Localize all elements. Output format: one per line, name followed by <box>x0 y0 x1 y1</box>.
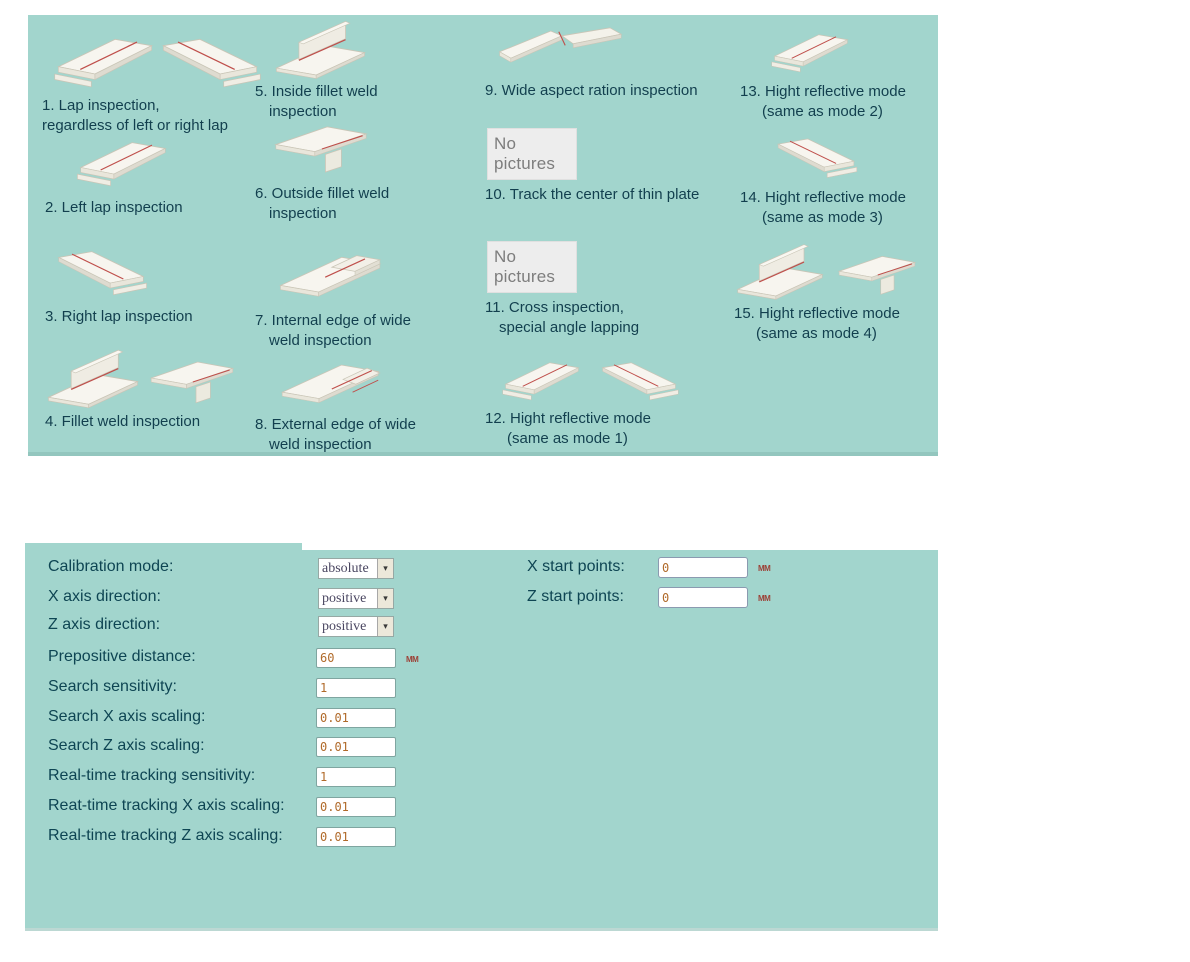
weld-icon-corner-joint <box>144 354 240 410</box>
realtime-sensitivity-input[interactable] <box>316 767 396 787</box>
mode-label-line2: (same as mode 2) <box>762 102 883 120</box>
chevron-down-icon: ▾ <box>377 589 393 608</box>
realtime-x-scaling-label: Reat-time tracking X axis scaling: <box>48 797 285 814</box>
search-z-scaling-label: Search Z axis scaling: <box>48 737 205 754</box>
realtime-sensitivity-label: Real-time tracking sensitivity: <box>48 767 256 784</box>
x-axis-direction-label: X axis direction: <box>48 588 161 605</box>
x-start-points-unit: MM <box>758 564 771 573</box>
mode-label: 2. Left lap inspection <box>45 199 183 216</box>
weld-icon-lap-left <box>495 357 589 407</box>
search-x-scaling-label: Search X axis scaling: <box>48 708 206 725</box>
mode-item-11 <box>485 298 735 338</box>
mode-item-14 <box>740 133 938 228</box>
no-pictures-placeholder: No pictures <box>487 128 577 180</box>
mode-label: 9. Wide aspect ration inspection <box>485 82 698 99</box>
weld-icon-lap-right <box>766 133 866 185</box>
mode-item-5 <box>255 18 460 122</box>
x-start-points-label: X start points: <box>527 558 625 575</box>
mode-label-line2: (same as mode 4) <box>756 324 877 342</box>
mode-label: 7. Internal edge of wide <box>255 312 411 329</box>
weld-icon-wide-aspect <box>487 23 637 79</box>
search-x-scaling-input[interactable] <box>316 708 396 728</box>
mode-label: 14. Hight reflective mode <box>740 189 906 206</box>
weld-icon-lap-right <box>592 357 686 407</box>
z-start-points-unit: MM <box>758 594 771 603</box>
z-axis-direction-label: Z axis direction: <box>48 616 161 633</box>
mode-item-2 <box>45 136 255 218</box>
search-sensitivity-input[interactable] <box>316 678 396 698</box>
weld-icon-wide-internal <box>269 249 393 307</box>
calibration-settings-panel <box>25 550 938 931</box>
x-start-points-input[interactable] <box>658 557 748 578</box>
prepositive-distance-unit: MM <box>406 655 419 664</box>
realtime-z-scaling-label: Real-time tracking Z axis scaling: <box>48 827 283 844</box>
weld-icon-lap-right <box>51 245 151 303</box>
mode-item-6 <box>255 118 460 224</box>
mode-label: 11. Cross inspection, <box>485 299 624 316</box>
search-sensitivity-label: Search sensitivity: <box>48 678 177 695</box>
mode-item-13 <box>740 29 938 122</box>
mode-item-12 <box>485 355 735 449</box>
mode-label-line2: weld inspection <box>269 435 372 453</box>
mode-item-3 <box>45 245 255 327</box>
x-axis-direction-select[interactable]: positive ▾ <box>318 588 394 609</box>
search-z-scaling-input[interactable] <box>316 737 396 757</box>
mode-label: 1. Lap inspection, <box>42 97 160 114</box>
mode-label: 12. Hight reflective mode <box>485 410 651 427</box>
mode-label-line2: regardless of left or right lap <box>42 116 228 134</box>
realtime-x-scaling-input[interactable] <box>316 797 396 817</box>
weld-icon-tee-joint <box>45 348 141 410</box>
weld-icon-lap-right <box>159 32 261 96</box>
z-axis-direction-select[interactable]: positive ▾ <box>318 616 394 637</box>
mode-item-7 <box>255 249 465 351</box>
mode-label-line2: special angle lapping <box>499 318 640 336</box>
prepositive-distance-label: Prepositive distance: <box>48 648 196 665</box>
mode-item-4 <box>45 348 260 432</box>
chevron-down-icon: ▾ <box>377 559 393 578</box>
mode-reference-panel <box>28 15 938 456</box>
weld-icon-lap-left <box>73 136 173 194</box>
mode-label: 4. Fillet weld inspection <box>45 413 201 430</box>
weld-icon-tee-joint <box>273 18 368 82</box>
calibration-mode-label: Calibration mode: <box>48 558 174 575</box>
no-pictures-placeholder: No pictures <box>487 241 577 293</box>
mode-label-line2: (same as mode 1) <box>507 429 628 447</box>
prepositive-distance-input[interactable] <box>316 648 396 668</box>
weld-icon-corner-joint <box>829 249 925 301</box>
mode-label: 5. Inside fillet weld <box>255 83 378 100</box>
weld-icon-lap-left <box>762 29 860 79</box>
mode-label-line2: weld inspection <box>269 331 372 349</box>
calibration-mode-select[interactable]: absolute ▾ <box>318 558 394 579</box>
mode-label: 3. Right lap inspection <box>45 308 193 325</box>
mode-item-8 <box>255 357 465 455</box>
weld-icon-wide-external <box>269 357 393 413</box>
mode-item-10 <box>485 185 735 205</box>
mode-label-line2: (same as mode 3) <box>762 208 883 226</box>
mode-item-15 <box>734 243 939 344</box>
mode-item-1 <box>42 26 264 136</box>
weld-icon-lap-left <box>54 32 156 96</box>
mode-label: 6. Outside fillet weld <box>255 185 390 202</box>
mode-label-line2: inspection <box>269 204 337 222</box>
mode-label: 8. External edge of wide <box>255 416 416 433</box>
z-start-points-input[interactable] <box>658 587 748 608</box>
weld-icon-tee-joint <box>734 243 826 301</box>
chevron-down-icon: ▾ <box>377 617 393 636</box>
z-start-points-label: Z start points: <box>527 588 624 605</box>
mode-label: 13. Hight reflective mode <box>740 83 906 100</box>
mode-label: 10. Track the center of thin plate <box>485 186 700 203</box>
mode-label: 15. Hight reflective mode <box>734 305 900 322</box>
weld-icon-corner-joint <box>269 118 373 180</box>
mode-label-line2: inspection <box>269 102 337 120</box>
realtime-z-scaling-input[interactable] <box>316 827 396 847</box>
mode-item-9 <box>485 23 735 101</box>
